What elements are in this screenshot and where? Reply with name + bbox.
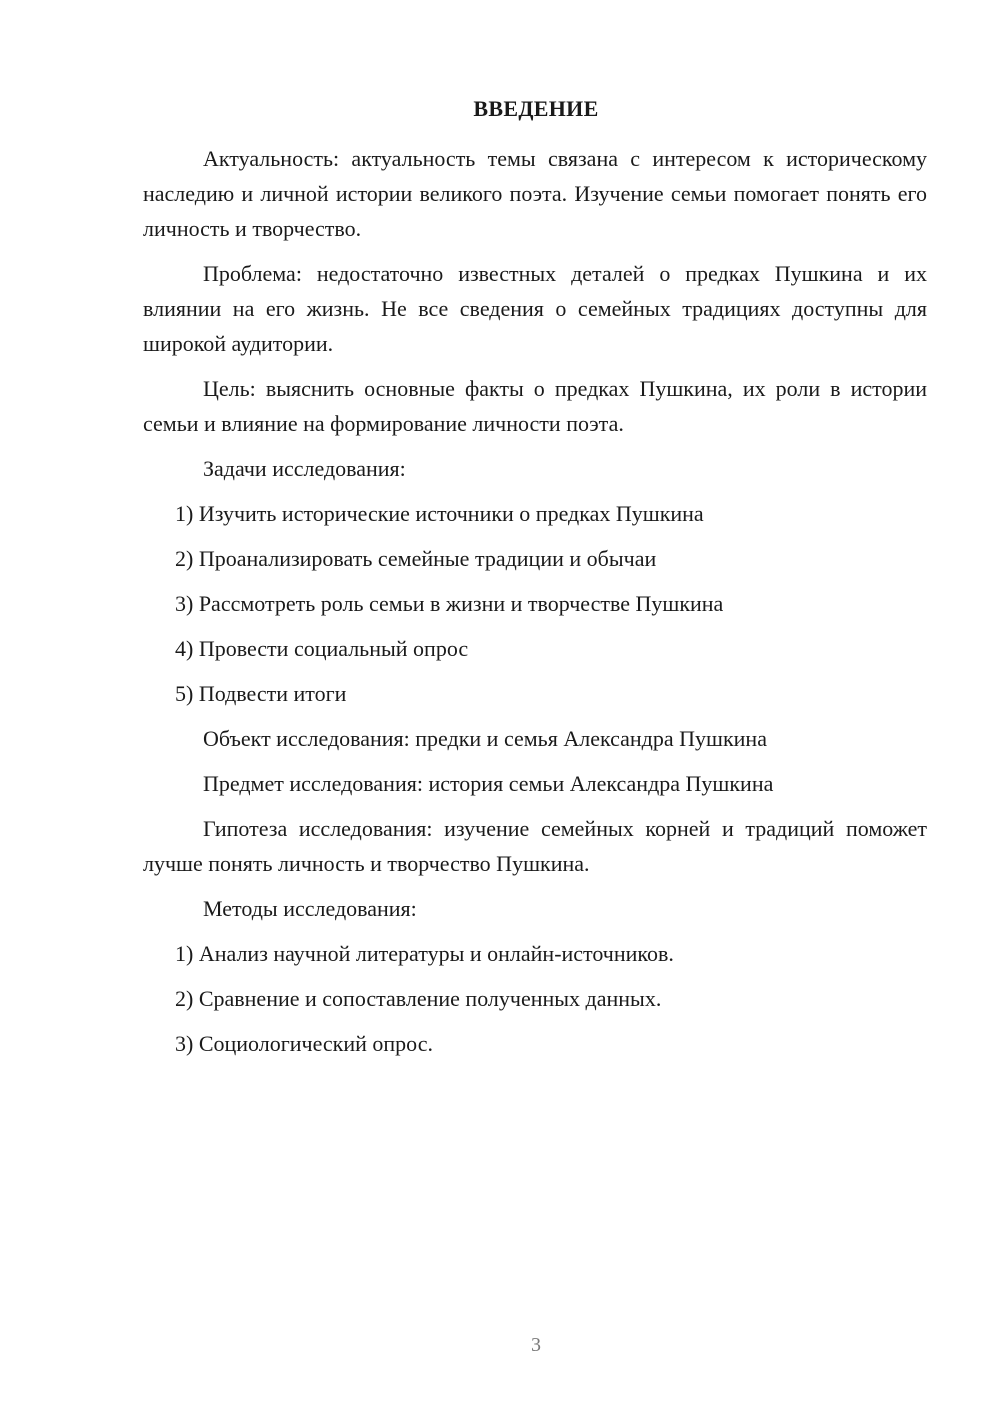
list-item: 1) Анализ научной литературы и онлайн-источников. — [175, 941, 674, 966]
object-line: Объект исследования: предки и семья Александра Пушкина — [203, 726, 767, 751]
methods-list — [143, 936, 927, 1061]
list-item: 2) Сравнение и сопоставление полученных данных. — [175, 986, 662, 1011]
problem-paragraph: Проблема: недостаточно известных деталей о предках Пушкина и их влиянии на его жизнь. Не все сведения о семейных традициях доступны для широкой аудитории. — [143, 261, 927, 356]
list-item: 5) Подвести итоги — [175, 681, 347, 706]
list-item: 1) Изучить исторические источники о предках Пушкина — [175, 501, 704, 526]
document-body — [143, 141, 927, 1071]
methods-heading: Методы исследования: — [203, 896, 417, 921]
list-item: 3) Рассмотреть роль семьи в жизни и творчестве Пушкина — [175, 591, 724, 616]
page-title: ВВЕДЕНИЕ — [473, 96, 599, 121]
tasks-list — [143, 496, 927, 711]
goal-paragraph: Цель: выяснить основные факты о предках Пушкина, их роли в истории семьи и влияние на формирование личности поэта. — [143, 376, 927, 436]
list-item: 4) Провести социальный опрос — [175, 636, 469, 661]
hypothesis-paragraph: Гипотеза исследования: изучение семейных корней и традиций поможет лучше понять личность и творчество Пушкина. — [143, 816, 927, 876]
list-item: 3) Социологический опрос. — [175, 1031, 433, 1056]
subject-line: Предмет исследования: история семьи Александра Пушкина — [203, 771, 774, 796]
page-number: 3 — [531, 1334, 541, 1356]
relevance-paragraph: Актуальность: актуальность темы связана с интересом к историческому наследию и личной истории великого поэта. Изучение семьи помогает понять его личность и творчество. — [143, 146, 927, 241]
tasks-heading: Задачи исследования: — [203, 456, 406, 481]
list-item: 2) Проанализировать семейные традиции и обычаи — [175, 546, 657, 571]
